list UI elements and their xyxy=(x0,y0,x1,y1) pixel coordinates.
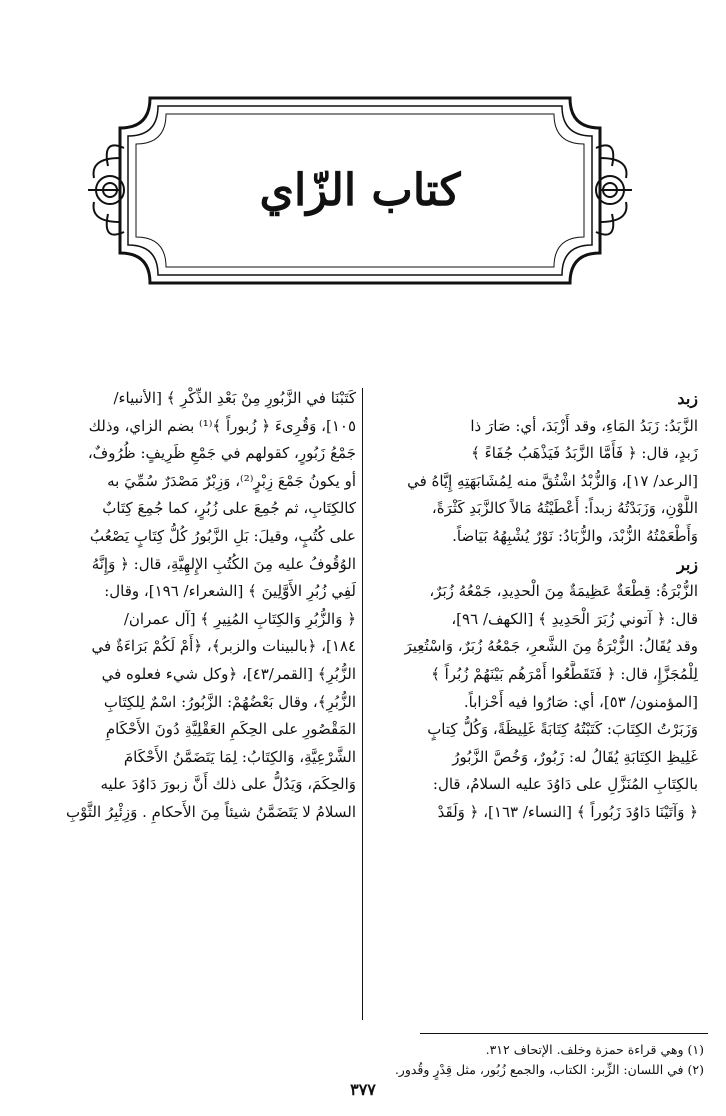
column-divider xyxy=(362,388,363,1020)
text-line: الشَّرْعِيَّةِ، وَالكِتَابُ: لِمَا يَتَضَمَّنُ الأَحْكَامَ xyxy=(123,747,356,766)
text-line: لَفِي زُبُرِ الأَوَّلِينَ ﴾ [الشعراء/ ١٩٦]، وقال: xyxy=(104,582,356,601)
text-line: السلامُ لا يَتَضَمَّنُ شيئاً مِنَ الأَحكامِ . وَزِئْبِرُ الثَّوْبِ xyxy=(65,802,356,821)
text-line: وقد يُقَالُ: الزُّبْرَةُ مِنَ الشَّعرِ، جَمْعُهُ زُبَرٌ، وَاسْتُعِيرَ xyxy=(404,637,698,656)
book-title: كتاب الزّاي xyxy=(259,165,461,216)
footnote-2: (٢) في اللسان: الزِّبر: الكتاب، والجمع زُبُور، مثل قِدْرٍ وقُدور. xyxy=(394,1062,704,1077)
footnote-rule xyxy=(420,1033,708,1034)
text-line: الزُّبُرِ﴾ [القمر/٤٣]، ﴿وكل شيء فعلوه في xyxy=(101,664,356,683)
footnotes xyxy=(14,1040,704,1080)
text-line: الوُقُوفُ عليه مِنَ الكُتُبِ الإِلهِيَّةِ، قال: ﴿ وَإِنَّهُ xyxy=(91,554,356,573)
right-column xyxy=(368,385,698,827)
text-line: الزُّبْرَةُ: قِطْعَةٌ عَظِيمَةٌ مِنَ الْحدِيدِ، جَمْعُهُ زُبَرٌ، xyxy=(429,582,698,601)
entry-head-zbd: زبد xyxy=(677,389,698,408)
text-line: ﴿ وَآتَيْنَا دَاوُدَ زَبُوراً ﴾ [النساء/ ١٦٣]، ﴿ وَلَقَدْ xyxy=(437,802,698,821)
title-banner xyxy=(80,88,640,293)
text-line: المَقْصُورِ على الحِكَمِ العَقْلِيَّةِ دُونَ الأَحْكَامِ xyxy=(105,720,356,739)
text-line: لِلْمُجَزَّإِ، قال: ﴿ فَتَقَطَّعُوا أَمْرَهُم بَيْنَهُمْ زُبُراً ﴾ xyxy=(431,664,698,683)
text-line: جَمْعُ زَبُورٍ، كقولهم في جَمْعِ ظَرِيفٍ: ظُرُوفٌ، xyxy=(87,444,356,463)
text-line: وَزَبَرْتُ الكِتَابَ: كَتَبْتُهُ كِتَابَةً غَلِيظَةً، وَكُلُّ كِتابٍ xyxy=(427,720,698,739)
text-line: وَالحِكَمَ، وَيَدُلُّ على ذلك أَنَّ زبورَ دَاوُدَ عليه xyxy=(100,775,356,794)
text-line: وَأَطْعَمْتُهُ الزُّبْدَ، والزُّبَادُ: نَوْرٌ يُشْبِهُهُ بَيَاضاً. xyxy=(452,526,698,545)
text-line: [الرعد/ ١٧]، وَالزُّبْدُ اشْتُقَّ منه لِمُشَابَهَتِهِ إِيَّاهُ في xyxy=(407,471,698,490)
footnote-1: (١) وهي قراءة حمزة وخلف. الإتحاف ٣١٢. xyxy=(485,1042,704,1057)
text-line: الزُّبُرِ﴾، وقال بَعْضُهُمْ: الزَّبُورُ: اسْمٌ لِلكِتَابِ xyxy=(103,692,356,711)
text-line: كَتَبْنَا في الزَّبُورِ مِنْ بَعْدِ الذِّكْرِ ﴾ [الأنبياء/ xyxy=(113,389,356,407)
text-line: أو يكونُ جَمْعَ زِبْرٍ⁽²⁾، وَزِبْرٌ مَصْدَرٌ سُمِّيَ به xyxy=(107,471,356,490)
text-line: على كُتُبٍ، وقيلَ: بَلِ الزَّبُورُ كُلُّ كِتَابٍ يَصْعُبُ xyxy=(89,526,356,545)
text-line: الزَّبَدُ: زَبَدُ المَاءِ، وقد أَزْبَدَ، أي: صَارَ ذا xyxy=(470,416,698,435)
left-column xyxy=(18,385,356,827)
text-line: ١٠٥]، وَقُرِىءَ ﴿ زُبوراً ﴾⁽¹⁾ بضم الزاي، وذلك xyxy=(88,416,356,435)
text-line: بالكِتَابِ المُنَزَّلِ على دَاوُدَ عليه السلامُ، قال: xyxy=(432,775,698,794)
text-line: ﴿ وَالزُّبُرِ وَالكِتَابِ المُنِيرِ ﴾ [آل عمران/ xyxy=(123,609,356,628)
page-number: ٣٧٧ xyxy=(350,1080,376,1099)
entry-head-zbr: زبر xyxy=(676,554,698,574)
text-line: [المؤمنون/ ٥٣]، أي: صَارُوا فيه أَحْزاباً. xyxy=(463,692,698,711)
text-line: ١٨٤]، ﴿بالبينات والزبر﴾، ﴿أَمْ لَكُمْ بَرَاءَةٌ في xyxy=(91,637,356,656)
text-line: قال: ﴿ آتوني زُبَرَ الْحَدِيدِ ﴾ [الكهف/ ٩٦]، xyxy=(451,609,698,628)
text-line: كالكِتَابِ، ثم جُمِعَ على زُبُرٍ، كما جُمِعَ كِتَابٌ xyxy=(102,499,356,518)
text-line: اللَّوْنِ، وَزَبَدْتُهُ زبداً: أَعْطَيْتُهُ مَالاً كالزَّبَدِ كَثْرَةً، xyxy=(431,499,698,518)
text-line: زَبدٍ، قال: ﴿ فَأَمَّا الزَّبَدُ فَيَذْهَبُ جُفَاءً ﴾ xyxy=(471,444,698,463)
text-line: غَلِيظِ الكِتَابَةِ يُقَالُ له: زَبُورٌ، وَخُصَّ الزَّبُورُ xyxy=(452,747,698,766)
